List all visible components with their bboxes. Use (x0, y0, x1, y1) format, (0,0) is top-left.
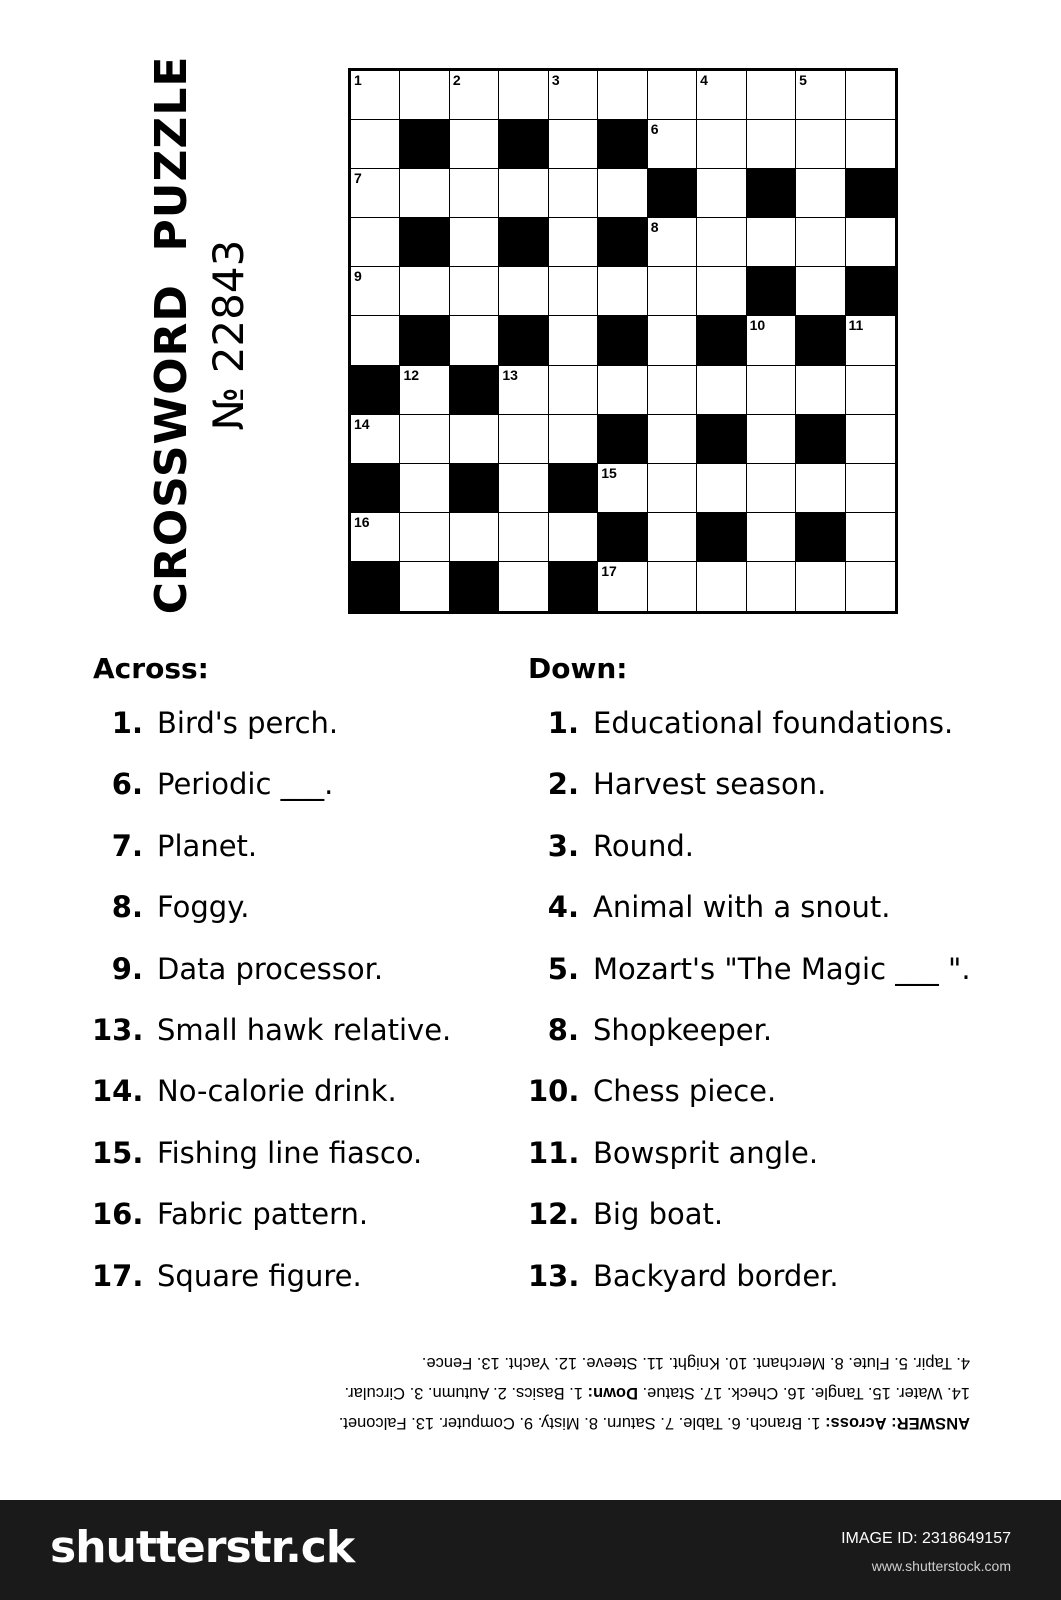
clue-number: 8. (547, 1012, 579, 1047)
black-cell (796, 513, 845, 562)
black-cell (697, 415, 746, 464)
black-cell (598, 513, 647, 562)
clue-text: Planet. (157, 828, 258, 863)
black-cell (747, 169, 796, 218)
grid-cell[interactable] (648, 366, 697, 415)
grid-cell[interactable] (697, 71, 746, 120)
grid-cell[interactable] (846, 464, 895, 513)
cell-number: 14 (354, 415, 370, 432)
grid-cell[interactable] (796, 562, 845, 611)
black-cell (549, 562, 598, 611)
cell-number: 2 (452, 72, 461, 88)
cell-number: 17 (601, 562, 617, 579)
cell-number: 16 (354, 513, 370, 530)
grid-cell[interactable] (846, 316, 895, 365)
clue-number: 1. (547, 706, 579, 740)
black-cell (351, 464, 400, 513)
grid-cell[interactable] (450, 415, 499, 464)
clue-text: No-calorie drink. (157, 1074, 397, 1109)
clue-number: 9. (111, 951, 143, 986)
across-clue (92, 766, 451, 827)
grid-cell[interactable] (796, 267, 845, 316)
grid-cell[interactable] (450, 513, 499, 562)
across-clue (92, 705, 451, 766)
grid-cell[interactable] (400, 513, 449, 562)
grid-cell[interactable] (796, 120, 845, 169)
black-cell (598, 120, 647, 169)
clue-number: 13. (92, 1012, 144, 1047)
cell-number: 8 (650, 219, 659, 236)
title-block (130, 55, 270, 615)
clue-number: 14. (92, 1074, 144, 1109)
grid-cell[interactable] (747, 218, 796, 267)
grid-cell[interactable] (598, 366, 647, 415)
across-clue (92, 1196, 451, 1257)
grid-cell[interactable] (697, 120, 746, 169)
grid-cell[interactable] (747, 513, 796, 562)
grid-cell[interactable] (351, 218, 400, 267)
across-clue (92, 889, 451, 950)
grid-cell[interactable] (351, 316, 400, 365)
grid-cell[interactable] (747, 71, 796, 120)
grid-cell[interactable] (549, 415, 598, 464)
answer-across-label: Across: (825, 1414, 887, 1432)
grid-cell[interactable] (400, 71, 449, 120)
cell-number: 15 (601, 464, 617, 481)
answer-key (100, 1348, 970, 1438)
grid-cell[interactable] (450, 218, 499, 267)
clue-text: Big boat. (593, 1197, 724, 1232)
shutterstock-logo[interactable]: shutterstr.ck (50, 1522, 355, 1573)
grid-cell[interactable] (697, 267, 746, 316)
grid-cell[interactable] (796, 218, 845, 267)
grid-cell[interactable] (796, 169, 845, 218)
answer-text-1: 1. Branch. 6. Table. 7. Saturn. 8. Misty. 9. Computer. 13. Falconet. (338, 1414, 826, 1432)
grid-cell[interactable] (796, 464, 845, 513)
black-cell (450, 562, 499, 611)
grid-cell[interactable] (549, 218, 598, 267)
grid-cell[interactable] (648, 464, 697, 513)
grid-cell[interactable] (598, 562, 647, 611)
grid-cell[interactable] (499, 71, 548, 120)
grid-cell[interactable] (648, 513, 697, 562)
grid-cell[interactable] (549, 120, 598, 169)
black-cell (796, 316, 845, 365)
down-clue (528, 951, 971, 1012)
grid-cell[interactable] (351, 267, 400, 316)
grid-cell[interactable] (697, 366, 746, 415)
grid-cell[interactable] (697, 169, 746, 218)
black-cell (351, 562, 400, 611)
down-clue (528, 1012, 971, 1073)
cell-number: 4 (700, 72, 708, 88)
down-clue (528, 1196, 971, 1257)
cell-number: 3 (551, 72, 560, 88)
clue-number: 11. (528, 1135, 580, 1170)
grid-cell[interactable] (846, 513, 895, 562)
clue-text: Chess piece. (593, 1074, 777, 1109)
grid-cell[interactable] (499, 464, 548, 513)
black-cell (796, 415, 845, 464)
across-clue-list (92, 705, 451, 1319)
black-cell (697, 513, 746, 562)
clue-text: Educational foundations. (593, 706, 954, 740)
grid-cell[interactable] (846, 120, 895, 169)
clue-text: Foggy. (157, 890, 250, 925)
across-clue (92, 1258, 451, 1319)
grid-cell[interactable] (549, 169, 598, 218)
grid-cell[interactable] (400, 415, 449, 464)
clue-text: Periodic ___. (157, 767, 334, 802)
clue-text: Round. (593, 828, 694, 863)
black-cell (697, 316, 746, 365)
black-cell (499, 316, 548, 365)
grid-cell[interactable] (796, 71, 845, 120)
black-cell (549, 464, 598, 513)
black-cell (450, 366, 499, 415)
grid-cell[interactable] (846, 366, 895, 415)
grid-cell[interactable] (450, 316, 499, 365)
title-rotated (130, 55, 270, 615)
footer-bar (0, 1500, 1061, 1600)
grid-cell[interactable] (747, 562, 796, 611)
clue-number: 16. (92, 1197, 144, 1232)
grid-cell[interactable] (351, 120, 400, 169)
crossword-grid (348, 68, 898, 614)
across-clue (92, 1012, 451, 1073)
grid-cell[interactable] (549, 267, 598, 316)
answer-text-2b: 1. Basics. 2. Autumn. 3. Circular. (344, 1384, 588, 1402)
grid-cell[interactable] (400, 267, 449, 316)
across-clue (92, 1073, 451, 1134)
clue-number: 7. (111, 828, 143, 863)
grid-cell[interactable] (549, 71, 598, 120)
clue-text: Shopkeeper. (593, 1012, 773, 1047)
grid-cell[interactable] (747, 366, 796, 415)
clue-text: Mozart's "The Magic ___ ". (593, 951, 971, 986)
clue-text: Bowsprit angle. (593, 1135, 819, 1170)
grid-cell[interactable] (499, 169, 548, 218)
clue-text: Fishing line fiasco. (157, 1135, 423, 1170)
grid-cell[interactable] (648, 71, 697, 120)
clue-text: Fabric pattern. (157, 1197, 369, 1232)
clue-number: 3. (547, 828, 579, 863)
across-clue (92, 1135, 451, 1196)
black-cell (400, 218, 449, 267)
black-cell (499, 120, 548, 169)
black-cell (598, 316, 647, 365)
grid-cell[interactable] (499, 415, 548, 464)
grid-cell[interactable] (648, 316, 697, 365)
clue-number: 4. (547, 890, 579, 925)
down-clue (528, 1258, 971, 1319)
grid-cell[interactable] (648, 120, 697, 169)
cell-number: 12 (403, 366, 420, 383)
clue-number: 6. (111, 767, 143, 802)
black-cell (400, 120, 449, 169)
grid-cell[interactable] (747, 316, 796, 365)
grid-cell[interactable] (697, 562, 746, 611)
grid-cell[interactable] (598, 71, 647, 120)
grid-cell[interactable] (747, 415, 796, 464)
grid-cell[interactable] (351, 71, 400, 120)
clue-text: Data processor. (157, 951, 384, 986)
clue-number: 15. (92, 1135, 144, 1170)
grid-cell[interactable] (598, 464, 647, 513)
clue-text: Small hawk relative. (157, 1012, 452, 1047)
across-heading: Across: (93, 652, 209, 685)
grid-cell[interactable] (747, 464, 796, 513)
grid-cell[interactable] (450, 169, 499, 218)
black-cell (598, 218, 647, 267)
grid-cell[interactable] (648, 267, 697, 316)
across-clue (92, 828, 451, 889)
grid-cell[interactable] (499, 562, 548, 611)
black-cell (648, 169, 697, 218)
cell-number: 11 (848, 317, 864, 334)
grid-cell[interactable] (400, 464, 449, 513)
black-cell (450, 464, 499, 513)
grid-cell[interactable] (400, 169, 449, 218)
down-clue (528, 1073, 971, 1134)
black-cell (400, 316, 449, 365)
grid-cell[interactable] (846, 71, 895, 120)
puzzle-number: № 22843 (204, 239, 253, 431)
down-clue (528, 766, 971, 827)
clue-number: 5. (547, 951, 579, 986)
grid-cell[interactable] (846, 415, 895, 464)
clue-text: Bird's perch. (157, 706, 339, 740)
answer-line-2 (100, 1378, 970, 1408)
clue-text: Animal with a snout. (593, 890, 891, 925)
grid-cell[interactable] (598, 169, 647, 218)
grid-cell[interactable] (351, 415, 400, 464)
grid-cell[interactable] (846, 218, 895, 267)
answer-down-label: Down: (587, 1384, 638, 1402)
grid-cell[interactable] (846, 562, 895, 611)
clue-number: 1. (111, 706, 143, 740)
answer-label: ANSWER: (891, 1414, 970, 1432)
black-cell (747, 267, 796, 316)
cell-number: 10 (749, 317, 766, 334)
image-id: IMAGE ID: 2318649157 (841, 1530, 1011, 1547)
black-cell (846, 169, 895, 218)
clue-text: Square figure. (157, 1258, 362, 1293)
grid-cell[interactable] (648, 562, 697, 611)
black-cell (846, 267, 895, 316)
answer-text-3: 4. Tapir. 5. Flute. 8. Merchant. 10. Knight. 11. Steeve. 12. Yacht. 13. Fence. (421, 1354, 970, 1372)
grid-cell[interactable] (450, 267, 499, 316)
grid-cell[interactable] (648, 218, 697, 267)
grid-cell[interactable] (549, 513, 598, 562)
cell-number: 1 (354, 72, 362, 88)
black-cell (351, 366, 400, 415)
cell-number: 7 (354, 170, 362, 187)
site-url[interactable]: www.shutterstock.com (871, 1558, 1011, 1574)
grid-cell[interactable] (499, 366, 548, 415)
grid-cell[interactable] (351, 169, 400, 218)
clue-number: 12. (528, 1197, 580, 1232)
down-clue (528, 1135, 971, 1196)
grid-cell[interactable] (499, 267, 548, 316)
across-clue (92, 951, 451, 1012)
down-clue (528, 889, 971, 950)
grid-cell[interactable] (796, 366, 845, 415)
grid-cell[interactable] (598, 267, 647, 316)
grid-cell[interactable] (549, 316, 598, 365)
down-clue (528, 705, 971, 766)
black-cell (499, 218, 548, 267)
grid-cell[interactable] (351, 513, 400, 562)
down-heading: Down: (528, 652, 628, 685)
down-clue (528, 828, 971, 889)
clue-number: 13. (528, 1258, 580, 1293)
grid-cell[interactable] (648, 415, 697, 464)
page-title: CROSSWORD PUZZLE (146, 55, 197, 615)
grid-cell[interactable] (400, 366, 449, 415)
answer-text-2a: 14. Water. 15. Tangle. 16. Check. 17. Statue. (642, 1384, 970, 1402)
clue-number: 10. (528, 1074, 580, 1109)
grid-cell[interactable] (450, 71, 499, 120)
clue-text: Backyard border. (593, 1258, 839, 1293)
grid-cell[interactable] (450, 120, 499, 169)
clue-text: Harvest season. (593, 767, 827, 802)
grid-cell[interactable] (400, 562, 449, 611)
grid-cell[interactable] (697, 464, 746, 513)
cell-number: 5 (799, 72, 807, 88)
clue-number: 17. (92, 1258, 144, 1293)
answer-line-1 (100, 1408, 970, 1438)
grid-cell[interactable] (549, 366, 598, 415)
clue-number: 8. (111, 890, 143, 925)
grid-cell[interactable] (697, 218, 746, 267)
answer-line-3 (100, 1348, 970, 1378)
black-cell (598, 415, 647, 464)
cell-number: 13 (502, 366, 518, 383)
down-clue-list (528, 705, 971, 1319)
grid-cell[interactable] (747, 120, 796, 169)
clue-number: 2. (547, 767, 579, 802)
cell-number: 9 (354, 268, 362, 285)
grid-cell[interactable] (499, 513, 548, 562)
cell-number: 6 (650, 121, 659, 138)
